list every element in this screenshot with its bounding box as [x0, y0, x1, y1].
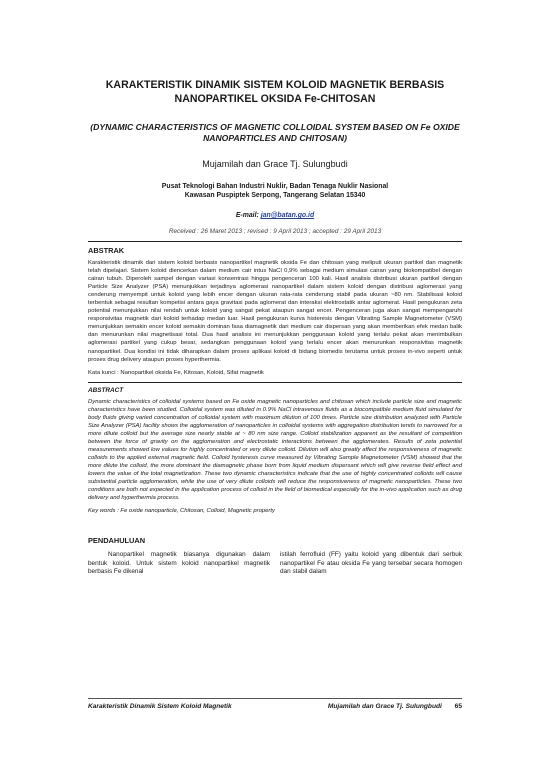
authors: Mujamilah dan Grace Tj. Sulungbudi [202, 159, 348, 169]
column-left-text: Nanopartikel magnetik biasanya digunakan dalam bentuk koloid. Untuk sistem koloid nanopartikel magnetik berbasis Fe dikenal [88, 551, 270, 576]
footer-running-title: Karakteristik Dinamik Sistem Koloid Magnetik [88, 703, 232, 710]
pendahuluan-heading: PENDAHULUAN [88, 536, 146, 546]
page-number: 65 [454, 703, 462, 710]
abstrak-heading: ABSTRAK [88, 246, 125, 255]
column-left [88, 551, 270, 577]
footer-authors: Mujamilah dan Grace Tj. Sulungbudi [327, 703, 442, 710]
divider [88, 382, 462, 383]
footer-divider [88, 698, 462, 699]
column-right [280, 551, 462, 577]
two-column-body [88, 551, 462, 577]
abstract-heading: ABSTRACT [88, 386, 124, 394]
page-footer [88, 703, 462, 710]
abstrak-body: Karakteristik dinamik dari sistem koloid berbasis nanopartikel magnetik oksida Fe dan chitosan yang meliputi ukuran partikel dan magnetik telah dipelajari. Sistem koloid diencerkan dalam medium cair intus NaCl 0,9% sebagai medium simulasi cairan yang biokompatibel dengan cairan tubuh. Diperoleh sampel dengan variasi konsentrasi hingga pengenceran 100 kali. Hasil analisis distribusi ukuran partikel dengan Particle Size Analyzer (PSA) menunjukkan terjadinya aglomerasi nanopartikel dalam sistem koloid dengan distribusi aglomerasi yang cenderung menyempit untuk koloid yang lebih encer dengan ukuran rata-rata cenderung stabil pada ukuran ~80 nm. Stabilisasi koloid terbentuk sebagai resultan kompetisi antara gaya gravitasi pada aglomerat dan interaksi elektrostatik antar aglomerat. Hasil pengukuran zeta potential menunjukkan nilai rendah untuk koloid yang sangat pekat ataupun sangat encer. Pengenceran juga akan sangat mempengaruhi responsivitas magnetik dari koloid terhadap medan luar. Hasil pengukuran kurva histeresis dengan Vibrating Sample Magnetometer (VSM) menunjukkan semakin encer koloid semakin dominan fasa diamagnetik dari medium cair dispersan yang akan memberikan efek medan balik dan menurunkan nilai magnetisasi total. Dua hasil analisis ini menunjukkan penggunaan koloid yang terlalu pekat akan menimbulkan aglomerasi partikel yang cukup besar, sedangkan penggunaan koloid yang terlalu encer akan menurunkan responsivitas magnetik nanopartikel. Dua kondisi ini tidak diharapkan dalam proses aplikasi koloid di bidang biomedis terutama untuk proses in-vivo seperti untuk proses drug delivery ataupun proses hyperthermia. [88, 260, 462, 363]
email-line [88, 212, 462, 219]
footer-right [328, 703, 462, 710]
email-link[interactable]: jan@batan.go.id [260, 212, 315, 219]
content-area [88, 78, 462, 577]
column-right-text: istilah ferrofluid (FF) yaitu koloid yang dibentuk dari serbuk nanopartikel Fe atau oksida Fe yang tersebar secara homogen dan stabil dalam [280, 551, 462, 576]
submission-dates: Received : 26 Maret 2013 ; revised : 9 April 2013 ; accepted : 29 April 2013 [168, 228, 382, 235]
paper-title: KARAKTERISTIK DINAMIK SISTEM KOLOID MAGNETIK BERBASIS NANOPARTIKEL OKSIDA Fe-CHITOSAN [105, 79, 445, 105]
affiliation-line-2: Kawasan Puspiptek Serpong, Tangerang Selatan 15340 [184, 192, 366, 199]
paper-subtitle: (DYNAMIC CHARACTERISTICS OF MAGNETIC COLLOIDAL SYSTEM BASED ON Fe OXIDE NANOPARTICLES AND CHITOSAN) [90, 122, 460, 143]
abstract-body: Dynamic characteristics of colloidal systems based on Fe oxide magnetic nanoparticles and chitosan which include particle size and magnetic characteristics have been studied. Colloidal system was diluted in 0.9% NaCl intravenous fluids as a biocompatible medium fluid simulated for body fluids giving varied concentration of colloidal system with maximum dilution of 100 times. Particle size distribution analyzed with Particle Size Analyzer (PSA) facility shows the agglomeration of nanoparticles in colloidal systems with aggregation distribution tends to narrowed for a more dilute colloid but the average size nearly stable at ~ 80 nm size range. Colloid stabilization apparent as the resultant of competition between the force of gravity on the agglomeration and electrostatic interactions between the agglomerates. Results of zeta potential measurements showed low values for highly concentrated or very dilute colloid. Dilution will also greatly affect the responsiveness of magnetic colloids to the applied external magnetic field. Colloid hysteresis curve measured by Vibrating Sample Magnetometer (VSM) showed that the more dilute the colloid, the more dominant the diamagnetic phase born from liquid medium dispersant which will give reverse field effect and lowers the value of the total magnetization. These two dynamic characteristics indicate that the use of highly concentrated colloids will cause substantial particle agglomeration, while the use of very dilute colloids will reduce the responsiveness of magnetic nanoparticles. These two conditions are both not expected in the application process of colloid in the field of biomedical especially for the in-vivo application such as drug delivery and hyperthermia process. [88, 398, 462, 502]
affiliation [88, 182, 462, 200]
abstract-keywords: Key words : Fe oxide nanoparticle, Chitosan, Colloid, Magnetic property [88, 508, 275, 515]
email-label: E-mail: [235, 212, 259, 219]
affiliation-line-1: Pusat Teknologi Bahan Industri Nuklir, Badan Tenaga Nuklir Nasional [161, 183, 389, 190]
abstrak-keywords: Kata kunci : Nanopartikel oksida Fe, Kitosan, Koloid, Sifat magnetik [88, 369, 264, 376]
divider [88, 241, 462, 242]
